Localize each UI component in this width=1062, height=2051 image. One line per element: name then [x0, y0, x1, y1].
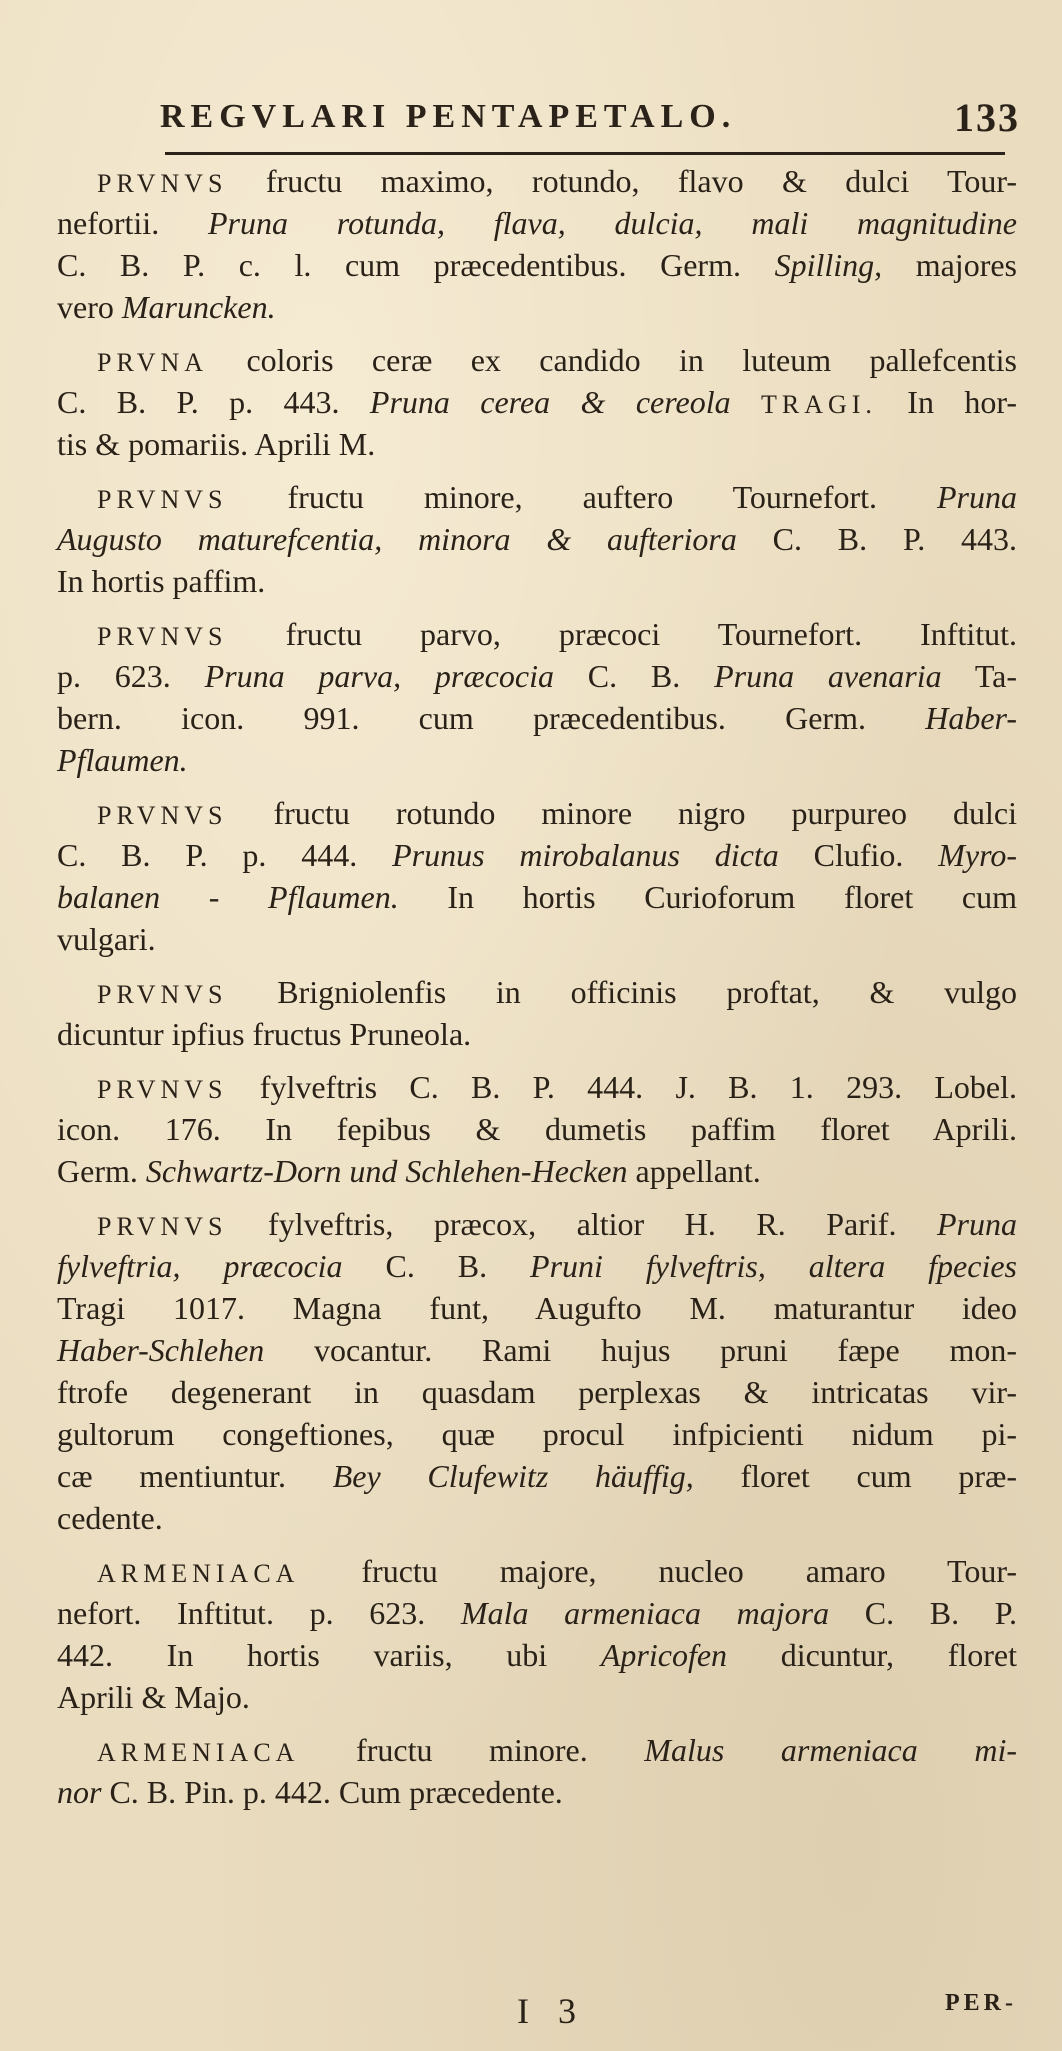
italic-phrase: Mala armeniaca majora	[460, 1595, 830, 1631]
text-line	[57, 518, 1017, 560]
text-line	[57, 1634, 1017, 1676]
genus-name: PRVNVS	[97, 622, 228, 651]
entry	[57, 1550, 1017, 1718]
text-run: fructu rotundo minore nigro purpureo dulci	[227, 795, 1017, 831]
text-run: fylveftris, præcox, altior H. R. Parif.	[227, 1206, 937, 1242]
text-run: fructu minore.	[299, 1732, 645, 1768]
text-line	[57, 1245, 1017, 1287]
text-run: Aprili & Majo.	[57, 1679, 250, 1715]
text-run: In hortis paffim.	[57, 563, 266, 599]
italic-phrase: Pruna	[937, 1206, 1017, 1242]
text-line	[57, 1592, 1017, 1634]
text-run	[731, 384, 761, 420]
text-run: vocantur. Rami hujus pruni fæpe mon-	[264, 1332, 1017, 1368]
text-line	[57, 1013, 1017, 1055]
text-run: fructu maximo, rotundo, flavo & dulci Tour-	[227, 163, 1017, 199]
entry	[57, 1203, 1017, 1539]
genus-name: PRVNVS	[97, 485, 228, 514]
entry	[57, 792, 1017, 960]
text-line	[57, 244, 1017, 286]
text-run: nefort. Inftitut. p. 623.	[57, 1595, 461, 1631]
text-run: fructu minore, auftero Tournefort.	[227, 479, 937, 515]
italic-phrase: Malus armeniaca mi-	[644, 1732, 1018, 1768]
text-line	[57, 381, 1017, 423]
text-run: vulgari.	[57, 921, 156, 957]
genus-name: PRVNVS	[97, 801, 228, 830]
text-run: C. B.	[342, 1248, 531, 1284]
entry	[57, 1729, 1017, 1813]
text-line	[57, 834, 1017, 876]
text-line	[57, 202, 1017, 244]
text-run: Germ.	[57, 1153, 146, 1189]
text-line	[57, 1771, 1017, 1813]
text-run: majores	[882, 247, 1018, 283]
italic-phrase: Pruni fylveftris, altera fpecies	[530, 1248, 1017, 1284]
text-run: coloris ceræ ex candido in luteum pallefcentis	[208, 342, 1017, 378]
genus-name: PRVNVS	[97, 1075, 228, 1104]
text-line	[57, 1497, 1017, 1539]
text-line	[57, 1413, 1017, 1455]
genus-name: PRVNA	[97, 348, 209, 377]
text-line	[57, 1203, 1017, 1245]
italic-phrase: Bey Clufewitz häuffig,	[332, 1458, 694, 1494]
text-line	[57, 1066, 1017, 1108]
italic-phrase: nor	[57, 1774, 102, 1810]
italic-phrase: Maruncken.	[121, 289, 276, 325]
italic-phrase: balanen - Pflaumen.	[57, 879, 399, 915]
text-run: C. B. P. p. 444.	[57, 837, 393, 873]
italic-phrase: Myro-	[938, 837, 1017, 873]
text-line	[57, 1329, 1017, 1371]
italic-phrase: Pruna	[937, 479, 1017, 515]
text-run: cedente.	[57, 1500, 163, 1536]
text-run: In hor-	[876, 384, 1018, 420]
text-run: ftrofe degenerant in quasdam perplexas & intricatas vir-	[57, 1374, 1017, 1410]
entry	[57, 613, 1017, 781]
genus-name: PRVNVS	[97, 169, 228, 198]
text-run: appellant.	[627, 1153, 761, 1189]
italic-phrase: Haber-	[925, 700, 1017, 736]
genus-name: ARMENIACA	[97, 1738, 300, 1767]
genus-name: PRVNVS	[97, 980, 228, 1009]
text-line	[57, 560, 1017, 602]
text-line	[57, 792, 1017, 834]
italic-phrase: Augusto maturefcentia, minora & aufteriora	[57, 521, 737, 557]
text-run: icon. 176. In fepibus & dumetis paffim floret Aprili.	[57, 1111, 1017, 1147]
text-run: dicuntur ipfius fructus Pruneola.	[57, 1016, 472, 1052]
text-run: nefortii.	[57, 205, 208, 241]
text-run: C. B. P.	[829, 1595, 1018, 1631]
genus-name: TRAGI.	[760, 390, 877, 419]
text-run: floret cum præ-	[693, 1458, 1018, 1494]
text-line	[57, 613, 1017, 655]
genus-name: ARMENIACA	[97, 1559, 300, 1588]
text-line	[57, 1371, 1017, 1413]
text-run: p. 623.	[57, 658, 205, 694]
text-run: C. B. Pin. p. 442. Cum præcedente.	[101, 1774, 563, 1810]
text-run: Tragi 1017. Magna funt, Augufto M. maturantur ideo	[57, 1290, 1017, 1326]
text-line	[57, 476, 1017, 518]
text-run: Ta-	[941, 658, 1018, 694]
text-line	[57, 1287, 1017, 1329]
text-run: Brigniolenfis in officinis proftat, & vulgo	[227, 974, 1017, 1010]
running-head: REGVLARI PENTAPETALO.	[160, 98, 737, 135]
text-line	[57, 697, 1017, 739]
text-line	[57, 1455, 1017, 1497]
entry	[57, 160, 1017, 328]
text-line	[57, 1729, 1017, 1771]
italic-phrase: Pruna cerea & cereola	[369, 384, 731, 420]
text-line	[57, 339, 1017, 381]
italic-phrase: fylveftria, præcocia	[57, 1248, 343, 1284]
text-line	[57, 423, 1017, 465]
text-line	[57, 160, 1017, 202]
italic-phrase: Haber-Schlehen	[57, 1332, 265, 1368]
entry	[57, 1066, 1017, 1192]
text-run: fylveftris C. B. P. 444. J. B. 1. 293. Lobel.	[227, 1069, 1017, 1105]
text-line	[57, 655, 1017, 697]
text-run: In hortis Curioforum floret cum	[398, 879, 1018, 915]
genus-name: PRVNVS	[97, 1212, 228, 1241]
italic-phrase: Schwartz-Dorn und Schlehen-Hecken	[145, 1153, 628, 1189]
text-run: 442. In hortis variis, ubi	[57, 1637, 601, 1673]
entry	[57, 339, 1017, 465]
signature-mark: I 3	[517, 1991, 586, 2031]
text-run: C. B. P. p. 443.	[57, 384, 370, 420]
text-run: fructu parvo, præcoci Tournefort. Inftitut.	[227, 616, 1017, 652]
text-line	[57, 971, 1017, 1013]
italic-phrase: Pruna rotunda, flava, dulcia, mali magnitudine	[208, 205, 1018, 241]
text-run: fructu majore, nucleo amaro Tour-	[299, 1553, 1017, 1589]
text-run: Clufio.	[778, 837, 939, 873]
entry	[57, 476, 1017, 602]
page-footer	[57, 1990, 1017, 2034]
text-run: C. B. P. 443.	[736, 521, 1017, 557]
header-rule	[165, 152, 1005, 155]
page-number: 133	[954, 94, 1020, 140]
text-line	[57, 1108, 1017, 1150]
italic-phrase: Pruna parva, præcocia	[204, 658, 554, 694]
text-run: vero	[57, 289, 122, 325]
text-line	[57, 286, 1017, 328]
body-text	[57, 160, 1017, 1824]
text-run: dicuntur, floret	[727, 1637, 1018, 1673]
italic-phrase: Pflaumen.	[57, 742, 188, 778]
text-line	[57, 918, 1017, 960]
entry	[57, 971, 1017, 1055]
text-line	[57, 739, 1017, 781]
text-run: gultorum congeftiones, quæ procul infpicienti nidum pi-	[57, 1416, 1017, 1452]
text-line	[57, 1150, 1017, 1192]
text-run: tis & pomariis. Aprili M.	[57, 426, 376, 462]
text-line	[57, 1676, 1017, 1718]
italic-phrase: Spilling,	[774, 247, 883, 283]
catchword: PER-	[945, 1990, 1017, 2016]
italic-phrase: Prunus mirobalanus dicta	[392, 837, 779, 873]
text-line	[57, 876, 1017, 918]
text-run: C. B.	[553, 658, 715, 694]
text-run: bern. icon. 991. cum præcedentibus. Germ.	[57, 700, 926, 736]
italic-phrase: Apricofen	[600, 1637, 728, 1673]
text-line	[57, 1550, 1017, 1592]
text-run: C. B. P. c. l. cum præcedentibus. Germ.	[57, 247, 775, 283]
text-run: cæ mentiuntur.	[57, 1458, 333, 1494]
page-header	[160, 92, 1020, 142]
italic-phrase: Pruna avenaria	[714, 658, 942, 694]
